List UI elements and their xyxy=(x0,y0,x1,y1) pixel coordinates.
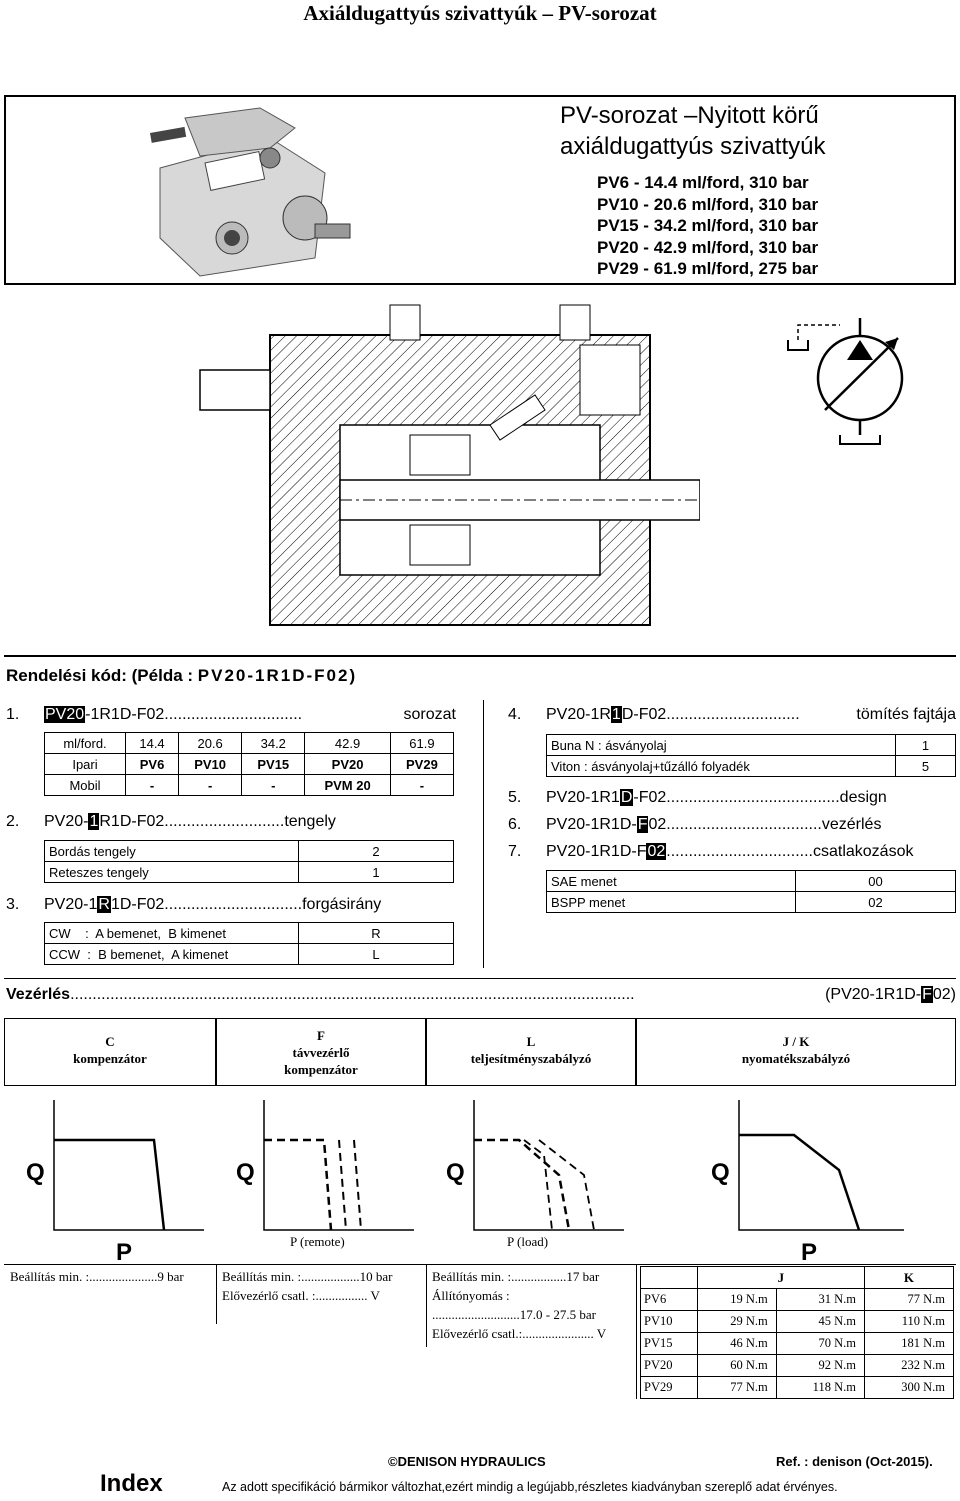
table-row xyxy=(641,1355,954,1377)
table-cell: PV20 xyxy=(641,1355,698,1377)
dots: ............................................................................................................................... xyxy=(70,986,635,1003)
table-cell: 45 N.m xyxy=(776,1311,864,1333)
section-2-heading xyxy=(6,813,456,831)
control-letter: C xyxy=(105,1034,115,1049)
graph-l xyxy=(446,1100,624,1230)
table-cell: 29 N.m xyxy=(697,1311,776,1333)
table-cell: Ipari xyxy=(45,754,126,775)
section-name: design xyxy=(839,789,887,806)
code-rest: 02 xyxy=(648,816,667,833)
table-cell: L xyxy=(299,944,454,965)
table-cell: Reteszes tengely xyxy=(45,862,299,883)
section-7-heading xyxy=(508,843,956,861)
table-cell: 34.2 xyxy=(242,733,305,754)
column-divider xyxy=(483,700,484,968)
setting-line: ...........................17.0 - 27.5 bar xyxy=(432,1307,596,1322)
table-cell: 1 xyxy=(299,862,454,883)
page-title: Axiáldugattyús szivattyúk – PV-sorozat xyxy=(303,1,657,25)
table-row xyxy=(641,1377,954,1399)
q-label: Q xyxy=(446,1159,465,1186)
highlight-code: F xyxy=(922,986,932,1003)
control-header-jk xyxy=(636,1018,956,1086)
highlight-code: D xyxy=(620,789,633,806)
table-cell: 60 N.m xyxy=(697,1355,776,1377)
dots: ........................... xyxy=(164,813,285,830)
control-letter: J / K xyxy=(782,1034,810,1049)
seal-table xyxy=(546,734,956,777)
section-3-heading xyxy=(6,896,456,914)
table-cell: CW : A bemenet, B kimenet xyxy=(45,923,299,944)
table-header-row xyxy=(641,1267,954,1289)
pump-cross-section xyxy=(190,295,700,640)
table-cell: Mobil xyxy=(45,775,126,796)
highlight-code: 1 xyxy=(89,813,99,830)
table-cell: 77 N.m xyxy=(697,1377,776,1399)
table-cell: 77 N.m xyxy=(864,1289,953,1311)
setting-c xyxy=(10,1267,184,1286)
code-rest: 1D-F02 xyxy=(110,896,165,913)
graph-jk xyxy=(711,1100,904,1262)
table-row xyxy=(547,756,956,777)
spec-item: PV15 - 34.2 ml/ford, 310 bar xyxy=(597,216,819,235)
section-name: sorozat xyxy=(403,706,456,723)
section-4-heading xyxy=(508,706,956,724)
table-cell: - xyxy=(242,775,305,796)
control-code xyxy=(823,986,956,1004)
table-cell: PVM 20 xyxy=(305,775,390,796)
dots: ....................................... xyxy=(666,789,840,806)
shaft-table xyxy=(44,840,454,883)
table-cell: 2 xyxy=(299,841,454,862)
code-pre: PV20- xyxy=(44,813,89,830)
table-row xyxy=(45,841,454,862)
table-cell: 1 xyxy=(896,735,956,756)
section-num: 1. xyxy=(6,706,20,723)
table-row xyxy=(641,1333,954,1355)
setting-line: Elővezérlő csatl. :................ V xyxy=(222,1288,380,1303)
table-cell: 181 N.m xyxy=(864,1333,953,1355)
order-code-close: ) xyxy=(349,666,356,685)
table-cell: PV6 xyxy=(641,1289,698,1311)
q-label: Q xyxy=(236,1159,255,1186)
table-cell: - xyxy=(179,775,242,796)
product-title-line1: PV-sorozat –Nyitott körű xyxy=(560,102,819,129)
table-cell: 5 xyxy=(896,756,956,777)
code-rest: -F02 xyxy=(633,789,667,806)
p-label: P xyxy=(116,1239,133,1262)
table-cell: CCW : B bemenet, A kimenet xyxy=(45,944,299,965)
control-name: teljesítményszabályzó xyxy=(470,1051,592,1066)
table-cell: - xyxy=(390,775,453,796)
section-num: 5. xyxy=(508,789,522,806)
highlight-code: F xyxy=(637,816,648,833)
rotation-table xyxy=(44,922,454,965)
code-rest: D-F02 xyxy=(621,706,667,723)
control-name: kompenzátor xyxy=(73,1051,147,1066)
section-num: 2. xyxy=(6,813,20,830)
dots: ............................... xyxy=(164,896,303,913)
p-load-label: P (load) xyxy=(507,1234,549,1249)
table-cell: 42.9 xyxy=(305,733,390,754)
order-code-label: Rendelési kód: (Példa : xyxy=(6,666,198,685)
setting-f xyxy=(222,1267,392,1305)
table-cell: 02 xyxy=(796,892,956,913)
table-row xyxy=(45,775,454,796)
table-cell: 300 N.m xyxy=(864,1377,953,1399)
table-cell: PV15 xyxy=(641,1333,698,1355)
control-header-c xyxy=(4,1018,216,1086)
p-label: P xyxy=(801,1239,818,1262)
table-cell: 118 N.m xyxy=(776,1377,864,1399)
table-cell: - xyxy=(125,775,178,796)
table-row xyxy=(45,733,454,754)
order-code xyxy=(6,666,355,686)
section-name: csatlakozások xyxy=(812,843,914,860)
table-cell: 19 N.m xyxy=(697,1289,776,1311)
section-name: forgásirány xyxy=(302,896,382,913)
section-num: 4. xyxy=(508,706,522,723)
settings-divider-v xyxy=(636,1264,637,1399)
setting-line: Beállítás min. :.....................9 bar xyxy=(10,1269,184,1284)
port-table xyxy=(546,870,956,913)
code-pre: PV20-1R1 xyxy=(546,789,620,806)
table-cell: PV20 xyxy=(305,754,390,775)
code-pre: PV20-1R1D- xyxy=(546,816,637,833)
table-row xyxy=(45,862,454,883)
table-cell: 31 N.m xyxy=(776,1289,864,1311)
product-title-line2: axiáldugattyús szivattyúk xyxy=(560,133,826,160)
table-header: J xyxy=(697,1267,864,1289)
footer-brand: ©DENISON HYDRAULICS xyxy=(388,1454,546,1469)
dots: ................................... xyxy=(666,816,822,833)
table-cell: BSPP menet xyxy=(547,892,796,913)
table-row xyxy=(547,735,956,756)
torque-table xyxy=(640,1266,954,1399)
hydraulic-symbol xyxy=(780,310,920,445)
table-cell: 110 N.m xyxy=(864,1311,953,1333)
spec-item: PV6 - 14.4 ml/ford, 310 bar xyxy=(597,173,809,192)
control-graphs xyxy=(4,1090,956,1262)
table-cell: 92 N.m xyxy=(776,1355,864,1377)
control-header-l xyxy=(426,1018,636,1086)
table-row xyxy=(45,754,454,775)
control-header-f xyxy=(216,1018,426,1086)
index-link[interactable]: Index xyxy=(100,1470,163,1497)
settings-divider xyxy=(4,1264,956,1265)
table-cell: 61.9 xyxy=(390,733,453,754)
dots: ................................. xyxy=(666,843,813,860)
highlight-code: R xyxy=(98,896,110,913)
spec-item: PV10 - 20.6 ml/ford, 310 bar xyxy=(597,194,819,214)
series-table xyxy=(44,732,454,796)
section-name: vezérlés xyxy=(821,816,882,833)
footer-disclaimer: Az adott specifikáció bármikor változhat,ezért mindig a legújabb,részletes kiadványban szereplő adat érvényes. xyxy=(222,1480,838,1494)
code-pre: PV20-1R1D-F xyxy=(546,843,647,860)
table-cell: PV10 xyxy=(179,754,242,775)
settings-divider-v xyxy=(216,1264,217,1324)
setting-line: Beállítás min. :.................17 bar xyxy=(432,1269,600,1284)
order-code-example: PV20-1R1D-F02 xyxy=(197,666,350,685)
control-label: Vezérlés xyxy=(6,986,71,1003)
product-title xyxy=(560,100,825,162)
control-letter: L xyxy=(526,1034,536,1049)
graph-c xyxy=(26,1100,204,1262)
highlight-code: 1 xyxy=(611,706,621,723)
section-1-heading xyxy=(6,706,456,724)
pump-photo xyxy=(120,98,360,278)
table-cell: R xyxy=(299,923,454,944)
table-row xyxy=(45,923,454,944)
table-header: K xyxy=(864,1267,953,1289)
table-row xyxy=(45,944,454,965)
table-cell: 00 xyxy=(796,871,956,892)
code-pre: PV20-1 xyxy=(44,896,98,913)
section-6-heading xyxy=(508,816,956,834)
table-cell: PV6 xyxy=(125,754,178,775)
table-cell: Buna N : ásványolaj xyxy=(547,735,896,756)
table-cell: PV29 xyxy=(641,1377,698,1399)
spec-list xyxy=(597,172,818,280)
table-cell: ml/ford. xyxy=(45,733,126,754)
control-name-line: távvezérlő xyxy=(292,1045,350,1060)
code-rest: -1R1D-F02 xyxy=(85,706,165,723)
section-divider xyxy=(4,978,956,979)
setting-line: Beállítás min. :..................10 bar xyxy=(222,1269,393,1284)
table-cell: 14.4 xyxy=(125,733,178,754)
code-pre: PV20-1R xyxy=(546,706,611,723)
setting-line: Állítónyomás : xyxy=(432,1288,510,1303)
p-remote-label: P (remote) xyxy=(290,1234,345,1249)
table-cell: 232 N.m xyxy=(864,1355,953,1377)
table-row xyxy=(641,1311,954,1333)
table-cell: 46 N.m xyxy=(697,1333,776,1355)
table-cell: PV10 xyxy=(641,1311,698,1333)
q-label: Q xyxy=(711,1159,730,1186)
code-post: 02) xyxy=(932,986,956,1003)
table-cell: 20.6 xyxy=(179,733,242,754)
highlight-code: PV20 xyxy=(45,706,85,723)
control-heading xyxy=(6,986,954,1004)
table-cell: 70 N.m xyxy=(776,1333,864,1355)
table-cell: Viton : ásványolaj+tűzálló folyadék xyxy=(547,756,896,777)
code-pre: (PV20-1R1D- xyxy=(825,986,922,1003)
highlight-code: 02 xyxy=(647,843,666,860)
table-cell: PV15 xyxy=(242,754,305,775)
table-row xyxy=(547,871,956,892)
section-num: 6. xyxy=(508,816,522,833)
code-rest: R1D-F02 xyxy=(99,813,165,830)
spec-item: PV20 - 42.9 ml/ford, 310 bar xyxy=(597,237,819,257)
table-row xyxy=(547,892,956,913)
section-name: tengely xyxy=(284,813,336,830)
setting-l xyxy=(432,1267,606,1343)
section-num: 7. xyxy=(508,843,522,860)
table-row xyxy=(641,1289,954,1311)
table-cell: SAE menet xyxy=(547,871,796,892)
spec-item: PV29 - 61.9 ml/ford, 275 bar xyxy=(597,259,819,278)
section-divider xyxy=(4,655,956,657)
control-name: nyomatékszabályzó xyxy=(741,1051,851,1066)
dots: .............................. xyxy=(666,706,800,723)
section-5-heading xyxy=(508,789,956,807)
graph-f xyxy=(236,1100,414,1230)
control-name-line: kompenzátor xyxy=(284,1062,358,1077)
section-num: 3. xyxy=(6,896,20,913)
dots: ............................... xyxy=(164,706,303,723)
settings-divider-v xyxy=(426,1264,427,1347)
section-name: tömítés fajtája xyxy=(856,706,956,723)
footer-ref: Ref. : denison (Oct-2015). xyxy=(776,1454,933,1469)
table-cell: Bordás tengely xyxy=(45,841,299,862)
table-cell: PV29 xyxy=(390,754,453,775)
control-letter: F xyxy=(317,1028,325,1043)
setting-line: Elővezérlő csatl.:...................... V xyxy=(432,1326,607,1341)
table-header xyxy=(641,1267,698,1289)
q-label: Q xyxy=(26,1159,45,1186)
